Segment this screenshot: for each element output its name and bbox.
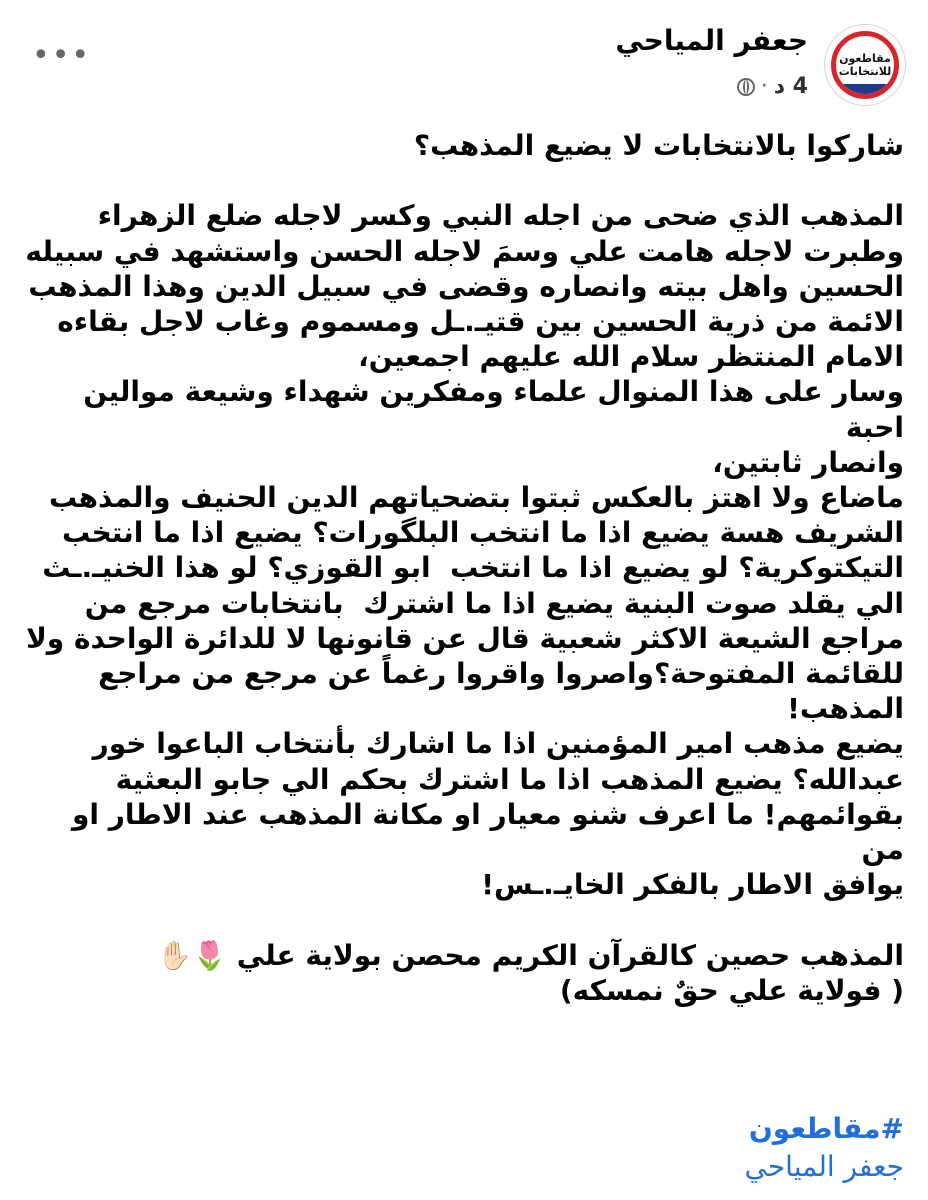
more-dots-icon[interactable]: ••• [32, 38, 92, 73]
post-meta [737, 74, 808, 99]
post-header [22, 18, 906, 108]
post-time[interactable]: 4 د [773, 74, 808, 99]
globe-icon[interactable] [737, 78, 755, 96]
avatar-logo-band [836, 84, 894, 94]
post-hashtags [24, 1110, 904, 1186]
meta-separator: · [760, 74, 768, 99]
post-body-text: شاركوا بالانتخابات لا يضيع المذهب؟ المذهب الذي ضحى من اجله النبي وكسر لاجله ضلع الزهراء وطبرت لاجله هامت علي وسمَ لاجله الحسن واستشهد في سبيله الحسين واهل بيته وانصاره وقضى في سبيل الدين وهذا المذهب الائمة من ذرية الحسين بين قتيـ.ـل ومسموم وغاب لاجل بقاءه الامام المنتظر سلام الله عليهم اجمعين، وسار على هذا المنوال علماء ومفكرين شهداء وشيعة موالين احبة وانصار ثابتين، ماضاع ولا اهتز بالعكس ثبتوا بتضحياتهم الدين الحنيف والمذهب الشريف هسة يضيع اذا ما انتخب البلگورات؟ يضيع اذا ما انتخب التيكتوكرية؟ لو يضيع اذا ما انتخب ابو القوزي؟ لو هذا الخنيـ.ـث الي يقلد صوت البنية يضيع اذا ما اشترك بانتخابات مرجع من مراجع الشيعة الاكثر شعبية قال عن قانونها لا للدائرة الواحدة ولا للقائمة المفتوحة؟واصروا واقروا رغماً عن مرجع من مراجع المذهب! يضيع مذهب امير المؤمنين اذا ما اشارك بأنتخاب الباعوا خور عبدالله؟ يضيع المذهب اذا ما اشترك بحكم الي جابو البعثية بقوائمهم! ما اعرف شنو معيار او مكانة المذهب عند الاطار او من يوافق الاطار بالفكر الخايـ.ـس! المذهب حصين كالقرآن الكريم محصن بولاية علي 🌷✋🏻 ( فولاية علي حقٌ نمسكه) [25, 129, 904, 1007]
avatar-logo-text: مقاطعون للانتخابات [838, 52, 892, 78]
avatar-logo [831, 31, 899, 99]
hashtag-link[interactable]: #مقاطعون [748, 1112, 904, 1145]
signature-link[interactable]: جعفر المياحي [744, 1150, 904, 1183]
avatar[interactable] [824, 24, 906, 106]
author-name[interactable]: جعفر المياحي [615, 24, 808, 57]
